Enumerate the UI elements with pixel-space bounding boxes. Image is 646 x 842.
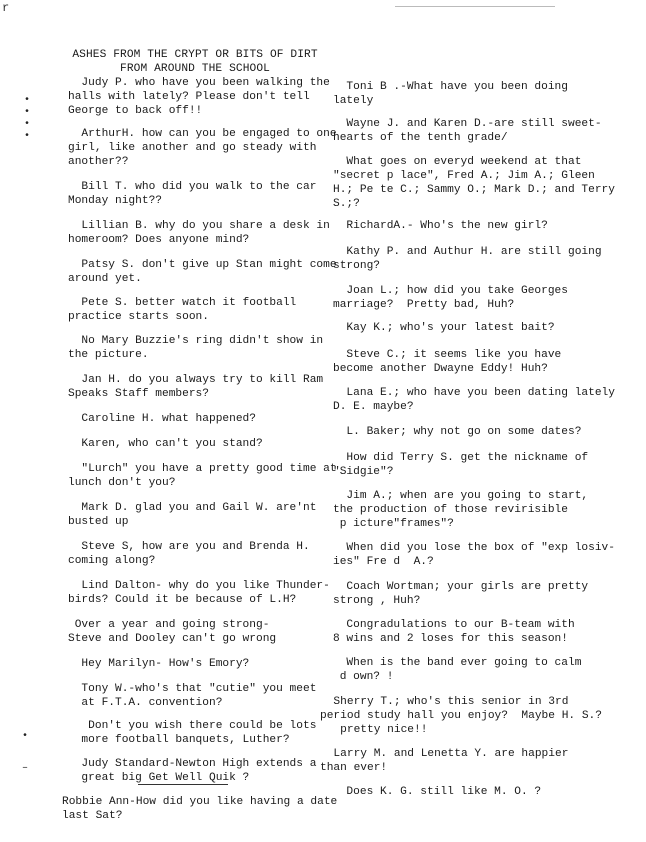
gossip-item: ArthurH. how can you be engaged to one girl, like another and go steady with another??	[68, 128, 337, 168]
top-rule	[395, 6, 555, 7]
gossip-item: L. Baker; why not go on some dates?	[333, 426, 582, 438]
gossip-item: Robbie Ann-How did you like having a date last Sat?	[62, 796, 338, 822]
gossip-item: Bill T. who did you walk to the car Monday night??	[68, 181, 317, 207]
gossip-item: Pete S. better watch it football practice starts soon.	[68, 297, 297, 323]
page-title	[60, 48, 330, 76]
gossip-item: Congradulations to our B-team with 8 wins and 2 loses for this season!	[333, 619, 575, 645]
gossip-item: Toni B .-What have you been doing lately	[333, 81, 568, 107]
gossip-item: Don't you wish there could be lots more football banquets, Luther?	[81, 720, 317, 746]
margin-bullet: •	[22, 731, 29, 742]
gossip-item: Wayne J. and Karen D.-are still sweet- hearts of the tenth grade/	[333, 118, 602, 144]
gossip-item: Kay K.; who's your latest bait?	[333, 322, 555, 334]
gossip-item: Caroline H. what happened?	[68, 413, 256, 425]
margin-bullet: •	[24, 131, 31, 142]
margin-bullet: •	[24, 119, 31, 130]
gossip-item: What goes on everyd weekend at that "secret p lace", Fred A.; Jim A.; Gleen H.; Pe te C.; Sammy O.; Mark D.; and Terry S.;?	[333, 156, 615, 210]
gossip-item: Hey Marilyn- How's Emory?	[68, 658, 250, 670]
get-well-underline	[138, 784, 228, 785]
gossip-item: Patsy S. don't give up Stan might come around yet.	[68, 259, 337, 285]
margin-bullet: •	[24, 95, 31, 106]
gossip-item: Tony W.-who's that "cutie" you meet at F.T.A. convention?	[81, 683, 317, 709]
gossip-item: Steve C.; it seems like you have become another Dwayne Eddy! Huh?	[333, 349, 562, 375]
gossip-item: RichardA.- Who's the new girl?	[333, 220, 548, 232]
gossip-item: Lillian B. why do you share a desk in homeroom? Does anyone mind?	[68, 220, 330, 246]
gossip-item: Judy Standard-Newton High extends a great big Get Well Quik ?	[81, 758, 317, 784]
gossip-item: Karen, who can't you stand?	[68, 438, 263, 450]
margin-bullet: –	[22, 763, 29, 774]
gossip-item: Steve S, how are you and Brenda H. coming along?	[68, 541, 310, 567]
gossip-item: "Lurch" you have a pretty good time at lunch don't you?	[68, 463, 337, 489]
gossip-item: When did you lose the box of "exp losiv- ies" Fre d A.?	[333, 542, 615, 568]
gossip-item: Jan H. do you always try to kill Ram Speaks Staff members?	[68, 374, 324, 400]
gossip-item: Mark D. glad you and Gail W. are'nt busted up	[68, 502, 317, 528]
gossip-item: Coach Wortman; your girls are pretty strong , Huh?	[333, 581, 589, 607]
corner-mark: r	[2, 1, 10, 15]
gossip-item: Jim A.; when are you going to start, the production of those revirisible p icture"frames"?	[333, 490, 589, 530]
gossip-item: No Mary Buzzie's ring didn't show in the picture.	[68, 335, 324, 361]
gossip-item: Lana E.; who have you been dating lately D. E. maybe?	[333, 387, 615, 413]
title-line-1: ASHES FROM THE CRYPT OR BITS OF DIRT	[72, 49, 318, 61]
title-line-2: FROM AROUND THE SCHOOL	[120, 63, 270, 75]
gossip-item: Lind Dalton- why do you like Thunder- birds? Could it be because of L.H?	[68, 580, 330, 606]
gossip-item: Sherry T.; who's this senior in 3rd period study hall you enjoy? Maybe H. S.? pretty nice!!	[320, 696, 602, 736]
gossip-item: When is the band ever going to calm d own? !	[339, 657, 582, 683]
gossip-item: Larry M. and Lenetta Y. are happier than ever!	[320, 748, 569, 774]
margin-bullet: •	[24, 107, 31, 118]
gossip-item: Joan L.; how did you take Georges marriage? Pretty bad, Huh?	[333, 285, 568, 311]
gossip-item: How did Terry S. get the nickname of "Sidgie"?	[333, 452, 589, 478]
gossip-item: Does K. G. still like M. O. ?	[333, 786, 542, 798]
gossip-item: Judy P. who have you been walking the halls with lately? Please don't tell George to back off!!	[68, 77, 330, 117]
gossip-item: Over a year and going strong- Steve and Dooley can't go wrong	[68, 619, 277, 645]
gossip-item: Kathy P. and Authur H. are still going strong?	[333, 246, 602, 272]
